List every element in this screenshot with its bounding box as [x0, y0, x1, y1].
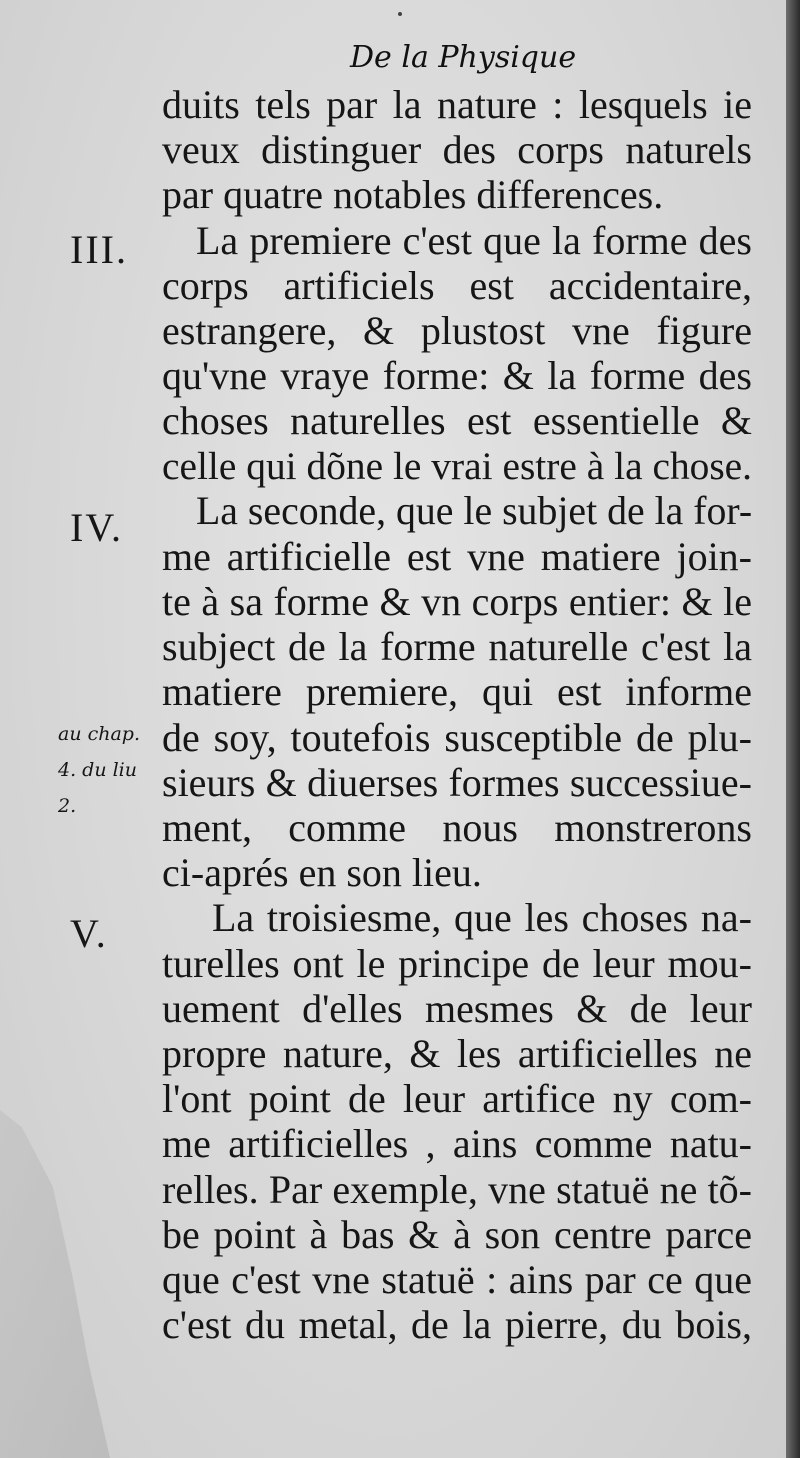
text-line: me artificielles , ains comme natu- — [162, 1121, 752, 1167]
marginal-note — [58, 716, 158, 824]
text-line: me artificielle est vne matiere join- — [162, 533, 752, 579]
text-line: turelles ont le principe de leur mou- — [162, 940, 752, 986]
text-line: subject de la forme naturelle c'est la — [162, 624, 752, 670]
text-line: La troisiesme, que les choses na- — [212, 895, 752, 941]
text-line: duits tels par la nature : lesquels ie — [162, 82, 752, 127]
page-edge-shadow — [786, 0, 800, 1458]
section-numeral-iii: III. — [70, 227, 128, 272]
text-line: ci-aprés en son lieu. — [162, 850, 482, 896]
text-line: veux distinguer des corps naturels — [162, 127, 752, 173]
text-line: La premiere c'est que la forme des — [196, 217, 752, 263]
marginal-note-line: 2. — [58, 795, 77, 817]
text-line: qu'vne vraye forme: & la forme des — [162, 353, 752, 399]
text-line: de soy, toutefois susceptible de plu- — [162, 714, 752, 760]
torn-paper-corner — [0, 1110, 110, 1458]
text-line: be point à bas & à son centre parce — [162, 1211, 752, 1257]
text-line: matiere premiere, qui est informe — [162, 669, 752, 715]
text-line: par quatre notables differences. — [162, 172, 664, 218]
ink-speck — [398, 12, 402, 16]
body-text — [162, 82, 752, 1347]
text-line: corps artificiels est accidentaire, — [162, 262, 752, 308]
text-line: sieurs & diuerses formes successiue- — [162, 759, 752, 805]
text-line: c'est du metal, de la pierre, du bois, — [162, 1302, 752, 1348]
text-line: uement d'elles mesmes & de leur — [162, 985, 752, 1031]
text-line: estrangere, & plustost vne figure — [162, 307, 752, 353]
marginal-note-line: au chap. — [58, 723, 141, 745]
text-line: te à sa forme & vn corps entier: & le — [162, 579, 752, 625]
section-numeral-iv: IV. — [70, 505, 124, 550]
text-line: relles. Par exemple, vne statuë ne tõ- — [162, 1166, 752, 1212]
text-line: choses naturelles est essentielle & — [162, 398, 752, 444]
text-line: que c'est vne statuë : ains par ce que — [162, 1256, 752, 1302]
text-line: La seconde, que le subjet de la for- — [196, 488, 753, 533]
text-line: ment, comme nous monstrerons — [162, 805, 752, 850]
text-line: propre nature, & les artificielles ne — [162, 1030, 752, 1076]
marginal-note-line: 4. du liu — [58, 759, 137, 781]
text-line: l'ont point de leur artifice ny com- — [162, 1076, 752, 1122]
running-header: De la Physique — [350, 40, 577, 75]
text-line: celle qui dõne le vrai estre à la chose. — [162, 443, 752, 488]
section-numeral-v: V. — [70, 911, 108, 956]
